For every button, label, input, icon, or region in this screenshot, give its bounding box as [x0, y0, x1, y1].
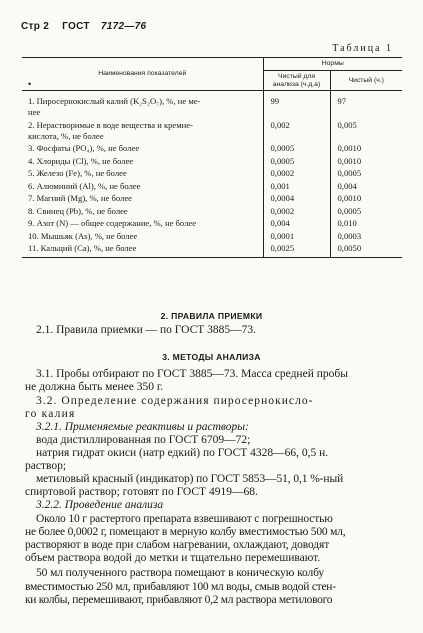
- standard-number: 7172—76: [100, 21, 147, 32]
- table-row: 3. Фосфаты (PO₄), %, не более 0,0005 0,0010: [22, 141, 402, 154]
- header-marker: •: [28, 79, 32, 89]
- paragraph-line: 3.1. Пробы отбирают по ГОСТ 3885—73. Масса средней пробы: [36, 368, 348, 380]
- table-row: 4. Хлориды (Cl), %, не более 0,0005 0,0010: [22, 154, 402, 167]
- section-2-title: 2. ПРАВИЛА ПРИЕМКИ: [160, 311, 263, 321]
- page-number: Стр 2: [21, 21, 50, 32]
- paragraph-line: 3.2. Определение содержания пиросернокисло-: [36, 395, 314, 407]
- table-row: 9. Азот (N) — общее содержание, %, не более 0,004 0,010: [22, 216, 402, 229]
- paragraph-line: Около 10 г растертого препарата взвешивают с погрешностью: [36, 513, 333, 525]
- table-caption: Таблица 1: [332, 43, 393, 54]
- paragraph-line: го калия: [25, 408, 76, 420]
- table-row: 8. Свинец (Pb), %, не более 0,0002 0,0005: [22, 204, 402, 217]
- table-row: 1. Пиросернокислый калий (K₂S₂O₇), %, не ме- нее 99 97: [22, 91, 402, 118]
- table-row: 7. Магний (Mg), %, не более 0,0004 0,0010: [22, 191, 402, 204]
- norms-table: [22, 57, 402, 258]
- paragraph-line: растворяют в воде при слабом нагревании, охлаждают, доводят: [25, 539, 330, 551]
- paragraph-line: 3.2.2. Проведение анализа: [36, 499, 164, 511]
- section-3-title: 3. МЕТОДЫ АНАЛИЗА: [162, 352, 261, 362]
- table-row: 10. Мышьяк (As), %, не более 0,0001 0,0003: [22, 229, 402, 242]
- paragraph-line: не должна быть менее 350 г.: [25, 381, 164, 393]
- paragraph-line: ки колбы, перемешивают, прибавляют 0,2 мл раствора метилового: [25, 594, 333, 606]
- norms-header: Нормы: [263, 58, 402, 71]
- paragraph-line: спиртовой раствор; готовят по ГОСТ 4919—68.: [25, 486, 258, 498]
- paragraph-line: раствор;: [25, 460, 67, 472]
- table-row: 11. Кальций (Ca), %, не более 0,0025 0,0050: [22, 241, 402, 257]
- paragraph-line: натрия гидрат окиси (натр едкий) по ГОСТ 4328—66, 0,5 н.: [36, 447, 329, 459]
- standard-label: ГОСТ: [62, 21, 90, 32]
- paragraph-line: вода дистиллированная по ГОСТ 6709—72;: [36, 434, 251, 446]
- table-row: 5. Железо (Fe), %, не более 0,0002 0,0005: [22, 166, 402, 179]
- paragraph-line: вместимостью 250 мл, прибавляют 100 мл воды, смыв водой стен-: [25, 581, 336, 593]
- page-header: [21, 21, 146, 32]
- indicator-header: • Наименования показателей: [22, 58, 263, 91]
- table-row: 2. Нерастворимые в воде вещества и кремне- кислота, %, не более 0,002 0,005: [22, 117, 402, 141]
- paragraph-line: не более 0,0002 г, помещают в мерную колбу вместимостью 500 мл,: [25, 526, 346, 538]
- paragraph-line: метиловый красный (индикатор) по ГОСТ 5853—51, 0,1 %-ный: [36, 473, 344, 485]
- paragraph-line: 3.2.1. Применяемые реактивы и растворы:: [36, 421, 249, 433]
- table-row: 6. Алюминий (Al), %, не более 0,001 0,004: [22, 179, 402, 192]
- paragraph-line: 50 мл полученного раствора помещают в коническую колбу: [36, 567, 325, 579]
- paragraph-line: объем раствора водой до метки и тщательно перемешивают.: [25, 552, 321, 564]
- pure-header: Чистый (ч.): [330, 70, 402, 91]
- paragraph-2-1: 2.1. Правила приемки — по ГОСТ 3885—73.: [36, 324, 257, 336]
- pure-analysis-header: Чистый для анализа (ч.д.а): [263, 70, 330, 91]
